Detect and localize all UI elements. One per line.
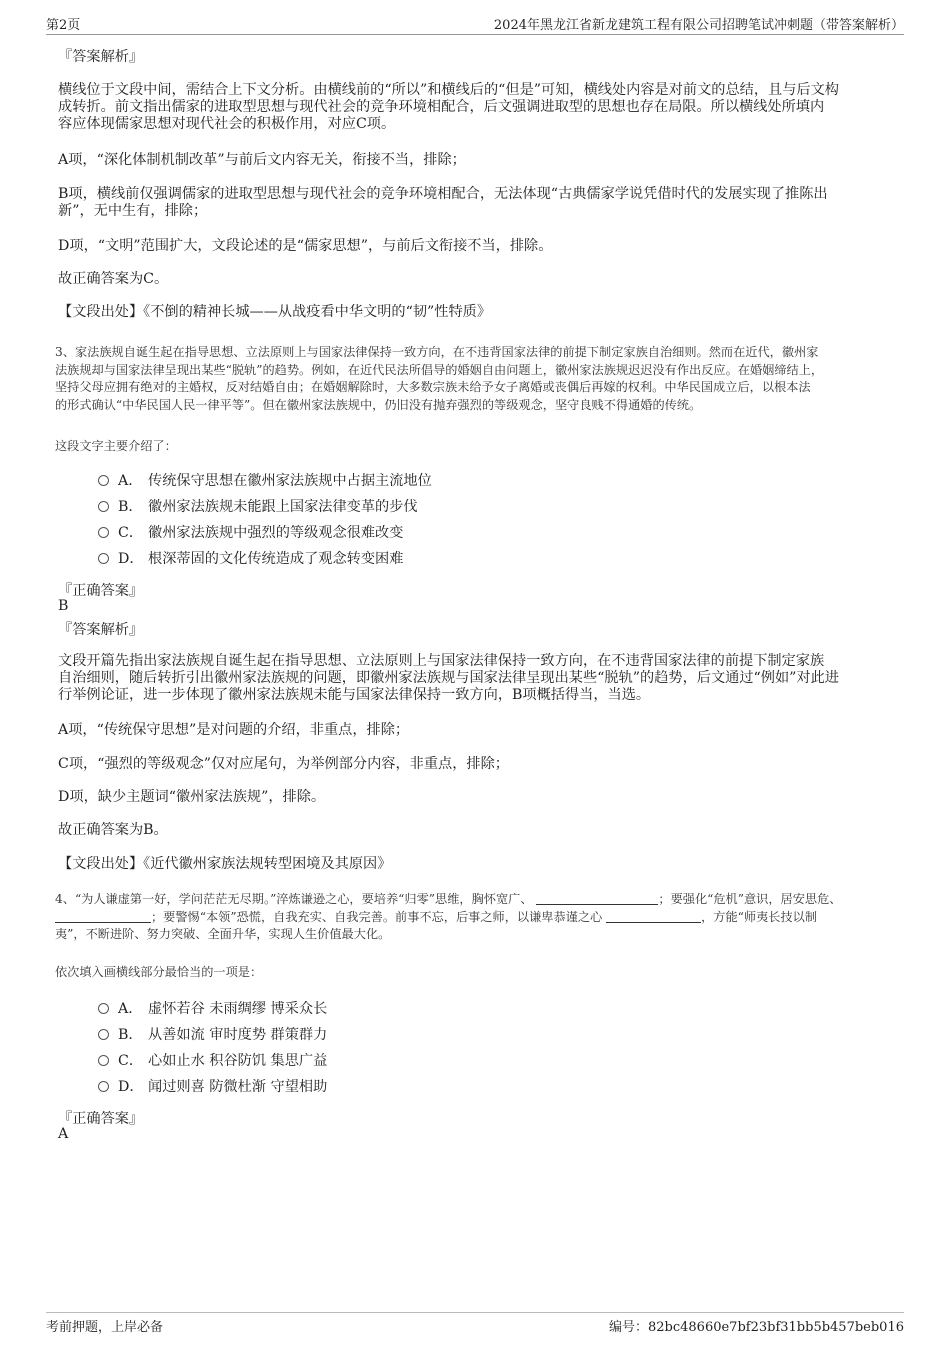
source-1: 【文段出处】《不倒的精神长城——从战疫看中华文明的“韧”性特质》 (58, 304, 492, 320)
page-footer (46, 1312, 904, 1335)
radio-icon[interactable] (98, 527, 109, 538)
question-4-stem (55, 891, 900, 944)
analysis-line: 容应体现儒家思想对现代社会的积极作用，对应C项。 (58, 116, 396, 132)
option-text: 从善如流 审时度势 群策群力 (148, 1027, 328, 1043)
option-d-explanation-1: D项，“文明”范围扩大，文段论述的是“儒家思想”，与前后文衔接不当，排除。 (58, 238, 553, 254)
q3-answer-label: 『正确答案』 (58, 583, 144, 599)
option-key: B． (118, 499, 143, 515)
analysis-line: 横线位于文段中间，需结合上下文分析。由横线前的“所以”和横线后的“但是”可知，横线处内容是对前文的总结，且与后文构 (58, 82, 839, 98)
radio-icon[interactable] (98, 475, 109, 486)
option-key: D． (118, 551, 144, 567)
radio-icon[interactable] (98, 501, 109, 512)
blank-2 (55, 910, 151, 923)
option-key: C． (118, 1053, 144, 1069)
q3-option-c[interactable] (98, 523, 403, 543)
question-4-prompt: 依次填入画横线部分最恰当的一项是： (55, 965, 263, 979)
q4-option-b[interactable] (98, 1025, 327, 1045)
conclusion-1: 故正确答案为C。 (58, 271, 169, 287)
blank-1 (536, 892, 658, 905)
option-key: A． (118, 1001, 143, 1017)
option-key: B． (118, 1027, 143, 1043)
q3-option-a-explanation: A项，“传统保守思想”是对问题的介绍，非重点，排除； (58, 722, 410, 738)
analysis-label-1: 『答案解析』 (58, 49, 144, 65)
stem-line: 的形式确认“中华民国人民一律平等”。但在徽州家法族规中，仍旧没有抛弃强烈的等级观念，坚守良贱不得通婚的传统。 (55, 397, 702, 412)
stem-line (55, 891, 900, 909)
question-3-stem (55, 344, 900, 414)
radio-icon[interactable] (98, 553, 109, 564)
q4-option-d[interactable] (98, 1077, 327, 1097)
q3-conclusion: 故正确答案为B。 (58, 822, 168, 838)
stem-line: 3、家法族规自诞生起在指导思想、立法原则上与国家法律保持一致方向，在不违背国家法律的前提下制定家族自治细则。然而在近代，徽州家 (55, 345, 819, 359)
analysis-line: 行举例论证，进一步体现了徽州家法族规未能与国家法律保持一致方向，B项概括得当，当选。 (58, 687, 651, 703)
q3-option-b[interactable] (98, 497, 418, 517)
document-id: 编号：82bc48660e7bf23bf31bb5b457beb016 (608, 1320, 904, 1335)
radio-icon[interactable] (98, 1055, 109, 1066)
stem-text: 4、“为人谦虚第一好，学问茫茫无尽期。”淬炼谦逊之心，要培养“归零”思维，胸怀宽广、 (55, 892, 533, 906)
q4-option-c[interactable] (98, 1051, 327, 1071)
q3-option-c-explanation: C项，“强烈的等级观念”仅对应尾句，为举例部分内容，非重点，排除； (58, 756, 509, 772)
q3-source: 【文段出处】《近代徽州家族法规转型困境及其原因》 (58, 856, 392, 872)
stem-text: ，方能“师夷长技以制 (701, 909, 818, 924)
option-a-explanation-1: A项，“深化体制机制改革”与前后文内容无关，衔接不当，排除； (58, 152, 466, 168)
q3-option-d[interactable] (98, 549, 403, 569)
footer-slogan: 考前押题，上岸必备 (46, 1320, 164, 1335)
q3-answer: B (58, 598, 69, 614)
option-text: 根深蒂固的文化传统造成了观念转变困难 (148, 551, 404, 567)
analysis-line: 成转折。前文指出儒家的进取型思想与现代社会的竞争环境相配合，后文强调进取型的思想也存在局限。所以横线处所填内 (58, 99, 825, 115)
option-text: 传统保守思想在徽州家法族规中占据主流地位 (148, 473, 432, 489)
option-text: 徽州家法族规未能跟上国家法律变革的步伐 (148, 499, 418, 515)
analysis-paragraph-1 (58, 82, 896, 133)
explanation-line: 新”，无中生有，排除； (58, 203, 208, 219)
option-b-explanation-1 (58, 186, 896, 220)
stem-text: ；要强化“危机”意识，居安思危、 (658, 892, 842, 906)
option-text: 虚怀若谷 未雨绸缪 博采众长 (148, 1001, 328, 1017)
radio-icon[interactable] (98, 1029, 109, 1040)
radio-icon[interactable] (98, 1081, 109, 1092)
question-3-prompt: 这段文字主要介绍了： (55, 439, 177, 453)
stem-text: ；要警惕“本领”恐慌，自我充实、自我完善。前事不忘，后事之师，以谦卑恭谨之心 (151, 909, 603, 924)
analysis-line: 自治细则，随后转折引出徽州家法族规的问题，即徽州家法族规与国家法律呈现出某些“脱轨”的趋势，后文通过“例如”对此进 (58, 670, 839, 686)
q4-answer-label: 『正确答案』 (58, 1111, 144, 1127)
option-key: C． (118, 525, 144, 541)
q3-analysis-paragraph (58, 653, 896, 704)
q3-option-a[interactable] (98, 471, 432, 491)
analysis-line: 文段开篇先指出家法族规自诞生起在指导思想、立法原则上与国家法律保持一致方向，在不违背国家法律的前提下制定家族 (58, 653, 825, 669)
option-text: 徽州家法族规中强烈的等级观念很难改变 (148, 525, 404, 541)
explanation-line: B项，横线前仅强调儒家的进取型思想与现代社会的竞争环境相配合，无法体现“古典儒家学说凭借时代的发展实现了推陈出 (58, 186, 828, 202)
q4-answer: A (58, 1126, 69, 1142)
option-text: 闻过则喜 防微杜渐 守望相助 (148, 1079, 328, 1095)
document-title: 2024年黑龙江省新龙建筑工程有限公司招聘笔试冲刺题（带答案解析） (493, 18, 904, 33)
option-text: 心如止水 积谷防饥 集思广益 (148, 1053, 328, 1069)
stem-line (55, 909, 900, 927)
blank-3 (606, 910, 701, 923)
q3-analysis-label: 『答案解析』 (58, 622, 144, 638)
stem-line: 夷”，不断进阶、努力突破、全面升华，实现人生价值最大化。 (55, 927, 391, 941)
stem-line: 法族规却与国家法律呈现出某些“脱轨”的趋势。例如，在近代民法所倡导的婚姻自由问题上，徽州家法族规迟迟没有作出反应。在婚姻缔结上， (55, 362, 824, 377)
page-header (46, 14, 904, 35)
q4-option-a[interactable] (98, 999, 327, 1019)
stem-line: 坚持父母应拥有绝对的主婚权，反对结婚自由；在婚姻解除时，大多数宗族未给予女子离婚或丧偶后再嫁的权利。中华民国成立后，以根本法 (55, 380, 811, 394)
option-key: D． (118, 1079, 144, 1095)
page-number: 第2页 (46, 18, 81, 33)
q3-option-d-explanation: D项，缺少主题词“徽州家法族规”，排除。 (58, 789, 326, 805)
radio-icon[interactable] (98, 1003, 109, 1014)
option-key: A． (118, 473, 143, 489)
